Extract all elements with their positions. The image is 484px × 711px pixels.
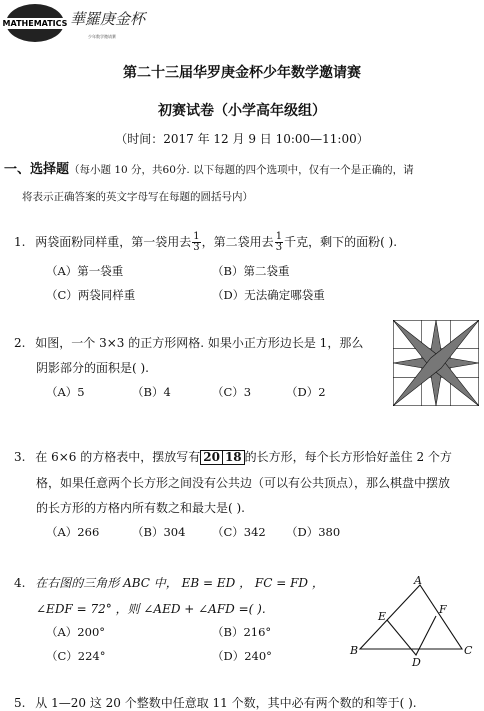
q2-option-b: （B）4 [132,385,171,399]
q3-line-3: 的长方形的方格内所有数之和最大是( ). [36,501,245,515]
q1-option-d: （D）无法确定哪袋重 [212,288,325,302]
competition-logo [2,4,68,42]
exam-time: （时间：2017 年 12 月 9 日 10:00—11:00） [115,132,369,146]
fraction-numerator: 1 [275,231,283,242]
label-f: F [439,603,447,616]
label-c: C [464,644,473,657]
q4-number: 4. [14,576,26,590]
label-d: D [412,656,421,667]
q5-number: 5. [14,696,26,710]
q3-option-b: （B）304 [132,525,186,539]
q3-number: 3. [14,450,26,464]
fraction-numerator: 1 [193,231,200,242]
fraction-denominator: 3 [275,242,283,253]
q2-option-c: （C）3 [212,385,252,399]
q3-line-2: 格，如果任意两个长方形之间没有公共边（可以有公共顶点），那么棋盘中摆放 [36,476,451,490]
q3-option-d: （D）380 [286,525,341,539]
q1-fraction-2 [275,232,283,253]
q4-option-d: （D）240° [212,649,272,663]
q1-text-c: 千克，剩下的面粉( ). [284,235,398,249]
section-heading-line [4,158,414,177]
q2-line-2: 阴影部分的面积是( ). [36,361,149,375]
q3-line-1b: 的长方形，每个长方形恰好盖住 2 个方 [244,450,452,464]
q2-number: 2. [14,336,26,350]
q1-option-a: （A）第一袋重 [46,264,124,278]
q1-text-a: 两袋面粉同样重，第一袋用去 [35,235,192,249]
label-a: A [414,575,422,587]
page-title: 第二十三届华罗庚金杯少年数学邀请赛 [123,65,361,81]
q4-option-a: （A）200° [46,625,106,639]
question-3 [14,448,452,465]
q4-option-b: （B）216° [212,625,272,639]
q1-fraction-1 [192,232,200,253]
q4-line-1: 在右图的三角形 ABC 中， EB = ED ， FC = FD ， [35,576,324,590]
q1-option-b: （B）第二袋重 [212,264,290,278]
q2-line-1: 如图，一个 3×3 的正方形网格. 如果小正方形边长是 1，那么 [35,336,364,350]
question-1 [14,232,397,253]
section-instructions-1: （每小题 10 分，共60分. 以下每题的四个选项中，仅有一个是正确的，请 [69,164,414,176]
label-b: B [350,644,359,657]
q1-number: 1. [14,235,26,249]
q3-box-18: 18 [223,450,245,465]
q3-line-1a: 在 6×6 的方格表中，摆放写有 [35,450,201,464]
question-4 [14,574,324,591]
q2-grid-figure [393,320,479,406]
section-heading: 一、选择题 [4,162,70,177]
fraction-denominator: 3 [193,242,200,253]
q2-option-d: （D）2 [286,385,326,399]
logo-word: MATHEMATICS [2,18,68,28]
q4-option-c: （C）224° [46,649,106,663]
calligraphy-logo: 華羅庚金杯 [70,10,146,28]
label-e: E [378,610,387,623]
q1-option-c: （C）两袋同样重 [46,288,136,302]
q3-option-c: （C）342 [212,525,266,539]
q4-triangle-figure [348,575,474,667]
q3-option-a: （A）266 [46,525,100,539]
question-2 [14,334,363,351]
q2-option-a: （A）5 [46,385,85,399]
q1-text-b: ，第二袋用去 [201,235,274,249]
calligraphy-subtext: 少年数学邀请赛 [88,34,116,39]
page-subtitle: 初赛试卷（小学高年级组） [158,103,326,119]
q4-line-2: ∠EDF = 72° ，则 ∠AED + ∠AFD =( ). [36,602,266,616]
q3-box-20: 20 [200,450,223,465]
q5-line-1: 从 1—20 这 20 个整数中任意取 11 个数，其中必有两个数的和等于( ). [35,696,417,710]
section-instructions-2: 将表示正确答案的英文字母写在每题的圆括号内） [22,191,253,203]
